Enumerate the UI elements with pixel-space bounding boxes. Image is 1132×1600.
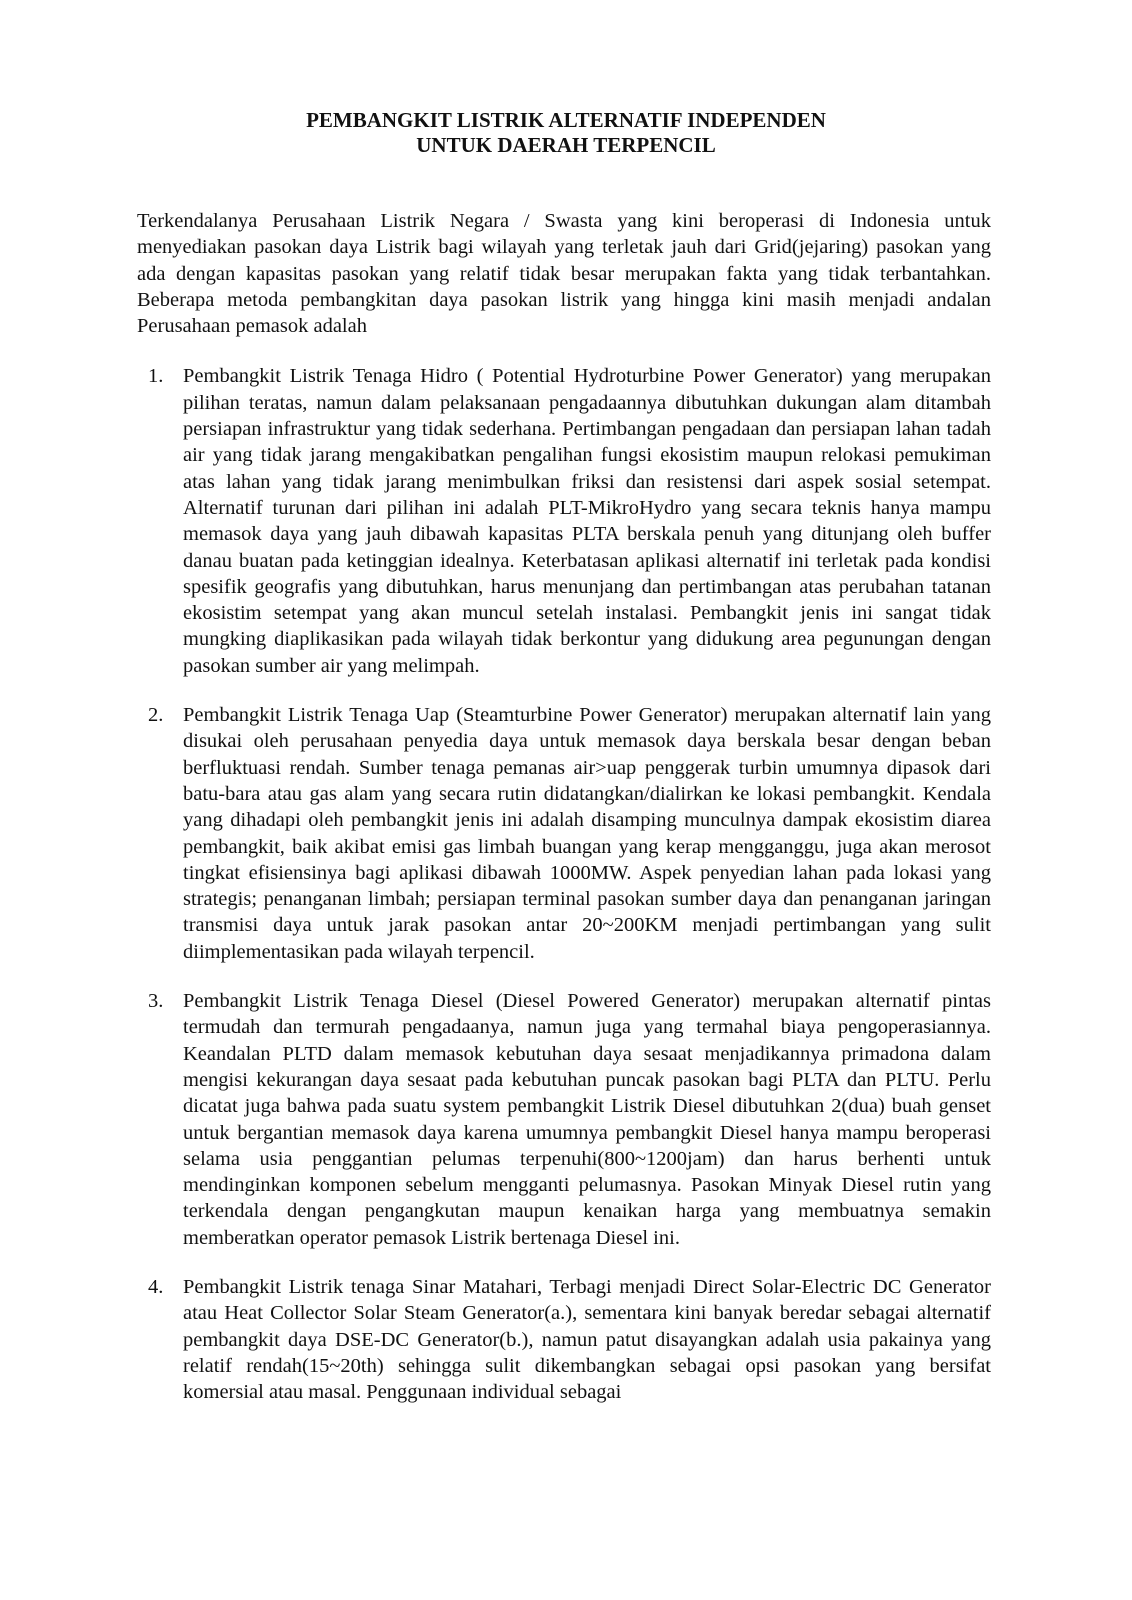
list-item-text: Pembangkit Listrik Tenaga Hidro ( Potential Hydroturbine Power Generator) yang merupakan pilihan teratas, namun dalam pelaksanaan pengadaannya dibutuhkan dukungan alam ditambah persiapan infrastruktur yang tidak sederhana. Pertimbangan pengadaan dan persiapan lahan tadah air yang tidak jarang mengakibatkan pengalihan fungsi ekosistim maupun relokasi pemukiman atas lahan yang tidak jarang menimbulkan friksi dan resistensi dari aspek sosial setempat. Alternatif turunan dari pilihan ini adalah PLT-MikroHydro yang secara teknis hanya mampu memasok daya yang jauh dibawah kapasitas PLTA berskala penuh yang ditunjang oleh buffer danau buatan pada ketinggian idealnya. Keterbatasan aplikasi alternatif ini terletak pada kondisi spesifik geografis yang dibutuhkan, harus menunjang dan pertimbangan atas perubahan tatanan ekosistim setempat yang akan muncul setelah instalasi. Pembangkit jenis ini sangat tidak mungking diaplikasikan pada wilayah tidak berkontur yang didukung area pegunungan dengan pasokan sumber air yang melimpah. [183, 365, 991, 677]
list-item-number: 1. [148, 365, 164, 388]
list-item-number: 2. [148, 704, 164, 727]
list-item-number: 4. [148, 1275, 164, 1298]
list-item-text: Pembangkit Listrik Tenaga Uap (Steamturbine Power Generator) merupakan alternatif lain yang disukai oleh perusahaan penyedia daya untuk memasok daya berskala besar dengan beban berfluktuasi rendah. Sumber tenaga pemanas air>uap penggerak turbin umumnya dipasok dari batu-bara atau gas alam yang secara rutin didatangkan/dialirkan ke lokasi pembangkit. Kendala yang dihadapi oleh pembangkit jenis ini adalah disamping munculnya dampak ekosistim diarea pembangkit, baik akibat emisi gas limbah buangan yang kerap mengganggu, juga akan merosot tingkat efisiensinya bagi aplikasi dibawah 1000MW. Aspek penyedian lahan pada lokasi yang strategis; penanganan limbah; persiapan terminal pasokan sumber daya dan penanganan jaringan transmisi daya untuk jarak pasokan antar 20~200KM menjadi pertimbangan yang sulit diimplementasikan pada wilayah terpencil. [183, 704, 991, 963]
list-item-text: Pembangkit Listrik tenaga Sinar Matahari, Terbagi menjadi Direct Solar-Electric DC Generator atau Heat Collector Solar Steam Generator(a.), sementara kini banyak beredar sebagai alternatif pembangkit daya DSE-DC Generator(b.), namun patut disayangkan adalah usia pakainya yang relatif rendah(15~20th) sehingga sulit dikembangkan sebagai opsi pasokan yang bersifat komersial atau masal. Penggunaan individual sebagai [183, 1275, 991, 1404]
list-item-number: 3. [148, 990, 164, 1013]
title-line-1: PEMBANGKIT LISTRIK ALTERNATIF INDEPENDEN [306, 108, 826, 132]
list-item [137, 363, 991, 679]
list-item [137, 1274, 991, 1405]
list-item [137, 702, 991, 965]
document-title [0, 108, 1132, 158]
list-item [137, 988, 991, 1251]
title-line-2: UNTUK DAERAH TERPENCIL [416, 133, 716, 157]
intro-paragraph: Terkendalanya Perusahaan Listrik Negara / Swasta yang kini beroperasi di Indonesia untuk menyediakan pasokan daya Listrik bagi wilayah yang terletak jauh dari Grid(jejaring) pasokan yang ada dengan kapasitas pasokan yang relatif tidak besar merupakan fakta yang tidak terbantahkan. Beberapa metoda pembangkitan daya pasokan listrik yang hingga kini masih menjadi andalan Perusahaan pemasok adalah [137, 210, 991, 338]
list-item-text: Pembangkit Listrik Tenaga Diesel (Diesel Powered Generator) merupakan alternatif pintas termudah dan termurah pengadaanya, namun juga yang termahal biaya pengoperasiannya. Keandalan PLTD dalam memasok kebutuhan daya sesaat menjadikannya primadona dalam mengisi kekurangan daya sesaat pada kebutuhan puncak pasokan bagi PLTA dan PLTU. Perlu dicatat juga bahwa pada suatu system pembangkit Listrik Diesel dibutuhkan 2(dua) buah genset untuk bergantian memasok daya karena umumnya pembangkit Diesel hanya mampu beroperasi selama usia penggantian pelumas terpenuhi(800~1200jam) dan harus berhenti untuk mendinginkan komponen sebelum mengganti pelumasnya. Pasokan Minyak Diesel rutin yang terkendala dengan pengangkutan maupun kenaikan harga yang membuatnya semakin memberatkan operator pemasok Listrik bertenaga Diesel ini. [183, 990, 991, 1249]
numbered-list [137, 363, 991, 1405]
document-body [137, 208, 991, 1405]
